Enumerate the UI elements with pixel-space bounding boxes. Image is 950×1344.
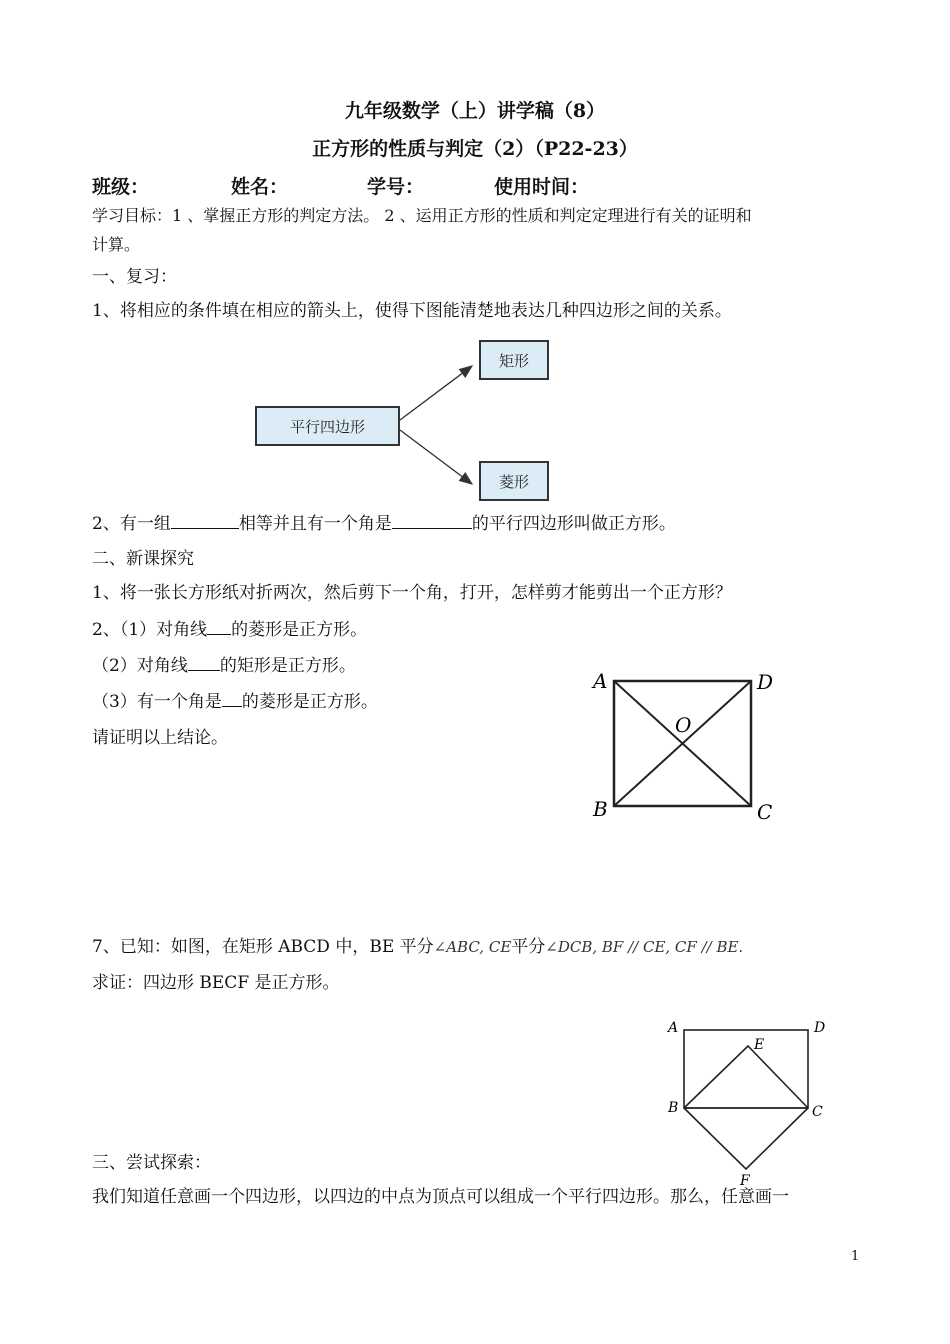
page-title: 九年级数学（上）讲学稿（8）	[344, 100, 606, 122]
section-explore-heading: 三、尝试探索：	[92, 1153, 211, 1173]
objective-line-1: 学习目标：1 、掌握正方形的判定方法。 2 、运用正方形的性质和判定定理进行有关的证明和	[92, 206, 752, 225]
label-f: F	[740, 1173, 750, 1187]
explore-text: 我们知道任意画一个四边形，以四边的中点为顶点可以组成一个平行四边形。那么，任意画一	[92, 1187, 789, 1207]
label-b: B	[668, 1100, 679, 1116]
objective-line-2: 计算。	[92, 235, 141, 254]
question-7-text: 7、已知：如图，在矩形 ABCD 中，BE 平分	[92, 937, 434, 957]
square-diagonals-figure	[585, 665, 785, 830]
exploration-2-2	[92, 654, 356, 677]
answer-blank[interactable]	[222, 690, 242, 707]
question-2	[92, 512, 676, 535]
exploration-2-3-text: （3）有一个角是	[92, 692, 222, 712]
label-c: C	[812, 1104, 823, 1120]
question-1: 1、将相应的条件填在相应的箭头上，使得下图能清楚地表达几种四边形之间的关系。	[92, 301, 732, 321]
answer-blank[interactable]	[188, 654, 220, 671]
page-subtitle: 正方形的性质与判定（2）（P22-23）	[312, 138, 638, 160]
answer-blank[interactable]	[392, 512, 472, 529]
label-d: D	[757, 670, 774, 694]
exploration-2-2-tail: 的矩形是正方形。	[219, 656, 356, 676]
segments-be-ec	[684, 1046, 808, 1108]
name-label: 姓名：	[231, 176, 289, 198]
page-number: 1	[851, 1249, 860, 1264]
rectangle-becf-figure	[660, 1015, 840, 1187]
question-2-part-2: 相等并且有一个角是	[238, 514, 392, 534]
label-d: D	[814, 1020, 826, 1036]
segments-bf-fc	[684, 1108, 808, 1169]
label-o: O	[675, 713, 692, 737]
exploration-2-3-tail: 的菱形是正方形。	[241, 692, 378, 712]
label-a: A	[593, 669, 608, 693]
date-label: 使用时间：	[494, 176, 590, 198]
student-id-label: 学号：	[367, 176, 425, 198]
rectangle-abcd	[684, 1030, 808, 1108]
rectangle-box: 矩形	[479, 340, 549, 380]
arrow-to-rhombus	[400, 430, 472, 484]
question-7	[92, 936, 743, 958]
exploration-2-3	[92, 690, 378, 713]
prove-instruction: 请证明以上结论。	[92, 728, 228, 748]
answer-blank[interactable]	[207, 618, 231, 635]
question-7-prove: 求证：四边形 BECF 是正方形。	[92, 973, 340, 993]
exploration-2-2-text: （2）对角线	[92, 656, 188, 676]
exploration-1: 1、将一张长方形纸对折两次，然后剪下一个角，打开，怎样剪才能剪出一个正方形？	[92, 583, 732, 603]
question-7-mid: 平分	[511, 937, 546, 957]
question-7-math-1: ∠ABC, CE	[433, 938, 512, 956]
exploration-2-1-tail: 的菱形是正方形。	[231, 620, 368, 640]
label-a: A	[668, 1020, 679, 1036]
exploration-2-1	[92, 618, 367, 641]
arrow-to-rectangle	[400, 366, 472, 420]
section-review-heading: 一、复习：	[92, 267, 177, 287]
question-7-math-2: ∠DCB, BF // CE, CF // BE.	[545, 938, 744, 956]
section-new-lesson-heading: 二、新课探究	[92, 549, 194, 569]
rhombus-box: 菱形	[479, 461, 549, 501]
question-2-part-3: 的平行四边形叫做正方形。	[471, 514, 676, 534]
label-c: C	[757, 800, 773, 824]
label-e: E	[754, 1037, 765, 1053]
exploration-2-1-text: 2、（1）对角线	[92, 620, 208, 640]
class-label: 班级：	[92, 176, 150, 198]
parallelogram-box: 平行四边形	[255, 406, 400, 446]
question-2-part-1: 2、有一组	[92, 514, 171, 534]
answer-blank[interactable]	[171, 512, 239, 529]
label-b: B	[593, 797, 608, 821]
